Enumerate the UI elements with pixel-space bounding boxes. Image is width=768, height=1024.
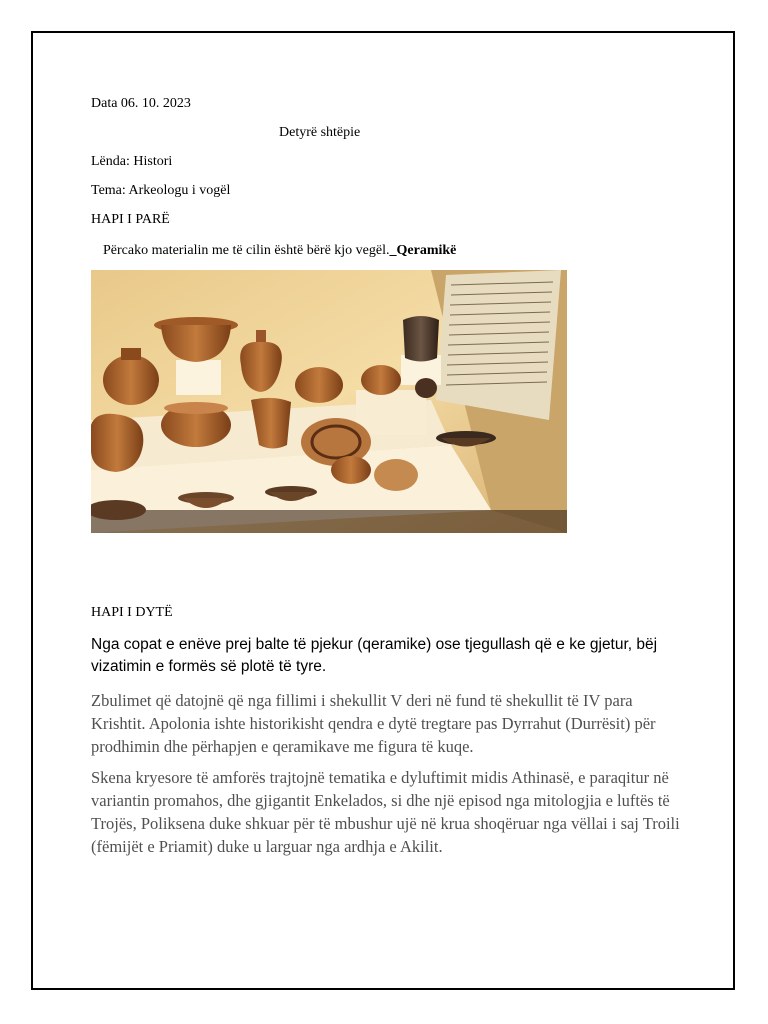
document-topic: Tema: Arkeologu i vogël [91,183,231,198]
document-page [31,31,735,990]
museum-display-pottery-photo [91,270,567,533]
document-date: Data 06. 10. 2023 [91,96,191,111]
step2-heading: HAPI I DYTË [91,605,173,620]
step2-paragraph-2: Skena kryesore të amforës trajtojnë tematika e dyluftimit midis Athinasë, e paraqitur në variantin promahos, dhe gjigantit Enkelados, si dhe një episod nga mitologjia e luftës të Trojës, Poliksena duke shkuar për të mbushur ujë në krua shoqëruar nga vëllai i saj Troili (fëmijët e Priamit) duke u larguar nga ardhja e Akilit. [91,768,680,856]
document-subject: Lënda: Histori [91,154,173,169]
step1-heading: HAPI I PARË [91,212,170,227]
step2-paragraph-1: Zbulimet që datojnë që nga fillimi i shekullit V deri në fund të shekullit të IV para Krishtit. Apolonia ishte historikisht qendra e dytë tregtare pas Dyrrahut (Durrësit) për prodhimin dhe përhapjen e qeramikave me figura të kuqe. [91,691,656,756]
document-title: Detyrë shtëpie [279,125,361,140]
step1-question-line [103,243,456,259]
step1-question: Përcako materialin me të cilin është bërë kjo vegël. [103,243,390,258]
step1-answer: _Qeramikë [389,243,457,258]
step2-instruction: Nga copat e enëve prej balte të pjekur (qeramike) ose tjegullash që e ke gjetur, bëj vizatimin e formës së plotë të tyre. [91,636,658,675]
